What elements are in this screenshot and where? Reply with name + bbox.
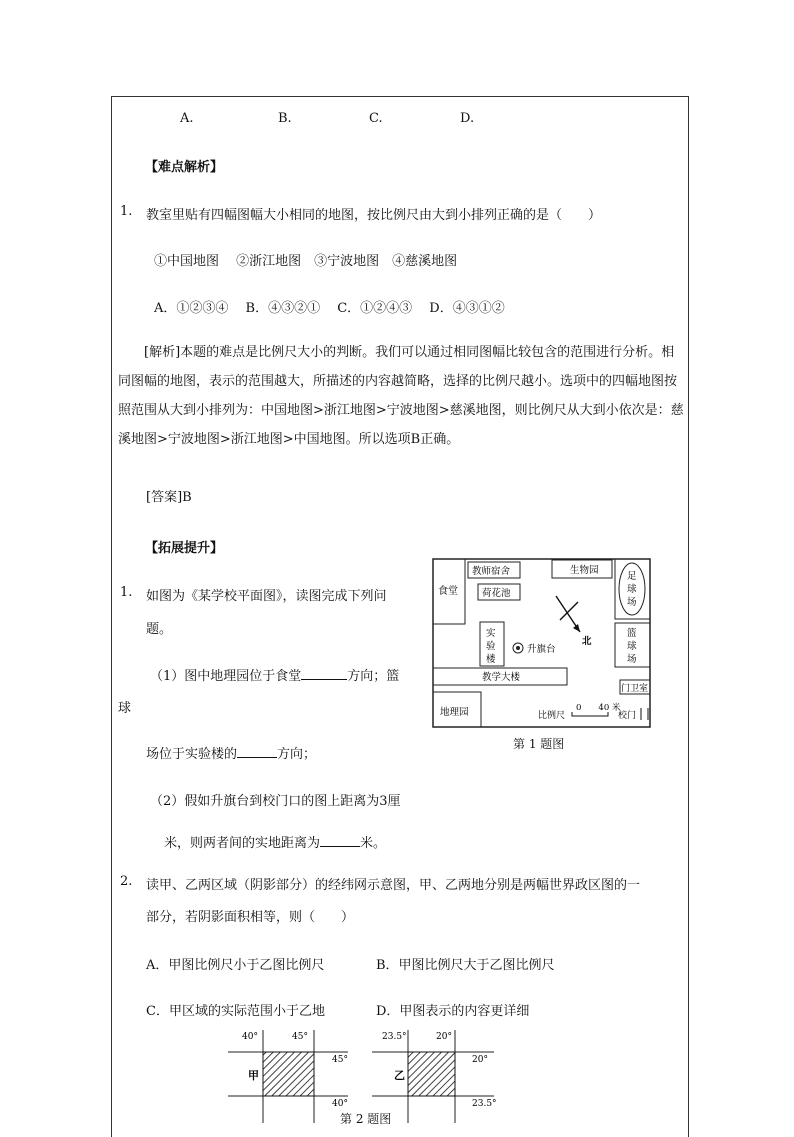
basketball-label-2: 球 bbox=[627, 641, 637, 652]
q1-stem: 教室里贴有四幅图幅大小相同的地图，按比例尺由大到小排列正确的是（ ） bbox=[146, 208, 602, 223]
ext-q1-part1-line2 bbox=[146, 743, 316, 762]
yi-top-left-label: 23.5° bbox=[382, 1032, 407, 1042]
lab-label-2: 验 bbox=[486, 641, 496, 652]
lotus-label: 荷花池 bbox=[482, 588, 511, 599]
yi-top-right-label: 20° bbox=[436, 1032, 452, 1042]
difficulty-heading: 【难点解析】 bbox=[145, 160, 224, 175]
guard-label: 门卫室 bbox=[621, 684, 649, 694]
bio-label: 生物园 bbox=[570, 565, 599, 576]
option-c: C. bbox=[369, 111, 383, 126]
analysis-text: [解析]本题的难点是比例尺大小的判断。我们可以通过相同图幅比较包含的范围进行分析。相同图幅的地图，表示的范围越大，所描述的内容越简略，选择的比例尺越小。选项中的四幅地图按照范围从大到小排列为：中国地图>浙江地图>宁波地图>慈溪地图，则比例尺从大到小依次是：慈溪地图>宁波地图>浙江地图>中国地图。所以选项B正确。 bbox=[118, 345, 684, 447]
answer-blank-1[interactable] bbox=[301, 679, 347, 680]
flag-label: 升旗台 bbox=[527, 644, 556, 655]
lab-label-1: 实 bbox=[486, 628, 496, 639]
ext-q1-p2-text-b: 米，则两者间的实地距离为 bbox=[164, 836, 321, 851]
lab-label-3: 楼 bbox=[486, 654, 496, 665]
ext-q1-part1-line1 bbox=[150, 665, 399, 684]
ext-q1-stem-line2: 题。 bbox=[146, 622, 173, 637]
scale-value: 0 40 米 bbox=[576, 703, 621, 713]
yi-shaded-area bbox=[408, 1052, 455, 1096]
ext-q1-number: 1. bbox=[120, 585, 133, 600]
yi-name-label: 乙 bbox=[394, 1069, 405, 1082]
football-label-1: 足 bbox=[627, 571, 637, 582]
ext-q2-choice-d: D．甲图表示的内容更详细 bbox=[376, 1004, 530, 1019]
football-label-2: 球 bbox=[627, 584, 637, 595]
jia-shaded-area bbox=[263, 1052, 314, 1096]
teaching-label: 教学大楼 bbox=[482, 672, 521, 683]
ext-q1-part2-line2 bbox=[164, 832, 386, 851]
ext-q1-p1-text-b: 方向；篮 bbox=[347, 669, 400, 684]
north-label: 北 bbox=[582, 636, 592, 647]
school-map bbox=[432, 558, 652, 730]
ext-q2-number: 2. bbox=[120, 874, 133, 889]
ext-q1-p2-text-c: 米。 bbox=[360, 836, 387, 851]
jia-top-left-label: 40° bbox=[242, 1032, 258, 1042]
option-a: A. bbox=[180, 111, 194, 126]
dorm-label: 教师宿舍 bbox=[472, 566, 511, 577]
yi-right-top-label: 20° bbox=[472, 1055, 488, 1065]
fig2-caption: 第 2 题图 bbox=[340, 1112, 392, 1126]
yi-right-bottom-label: 23.5° bbox=[472, 1099, 497, 1109]
scale-label: 比例尺 bbox=[538, 711, 566, 721]
extension-heading: 【拓展提升】 bbox=[145, 541, 224, 556]
flag-circle-inner bbox=[516, 646, 520, 650]
canteen-label: 食堂 bbox=[438, 586, 458, 597]
fig1-caption: 第 1 题图 bbox=[513, 737, 565, 751]
jia-top-right-label: 45° bbox=[292, 1032, 308, 1042]
ext-q2-stem-line1: 读甲、乙两区域（阴影部分）的经纬网示意图，甲、乙两地分别是两幅世界政区图的一 bbox=[146, 878, 641, 893]
answer-blank-3[interactable] bbox=[320, 846, 360, 847]
q1-items: ①中国地图 ②浙江地图 ③宁波地图 ④慈溪地图 bbox=[154, 254, 458, 269]
jia-name-label: 甲 bbox=[248, 1069, 259, 1082]
ext-q2-choice-c: C．甲区域的实际范围小于乙地 bbox=[146, 1004, 325, 1019]
gate-label: 校门 bbox=[618, 711, 637, 721]
basketball-label-1: 篮 bbox=[627, 628, 637, 639]
grid-map-yi bbox=[368, 1026, 518, 1123]
ext-q1-p1-text-e: 方向； bbox=[277, 747, 317, 762]
jia-right-top-label: 45° bbox=[332, 1055, 348, 1065]
ext-q1-p1-text-c: 球 bbox=[118, 701, 132, 716]
grid-map-jia bbox=[228, 1026, 368, 1123]
answer-text: [答案]B bbox=[146, 490, 192, 505]
option-d: D. bbox=[460, 111, 475, 126]
ext-q1-part2-line1: （2）假如升旗台到校门口的图上距离为3厘 bbox=[150, 794, 401, 809]
ext-q1-p1-text-a: （1）图中地理园位于食堂 bbox=[150, 669, 302, 684]
q1-choices: A．①②③④ B．④③②① C．①②④③ D．④③①② bbox=[154, 301, 505, 316]
ext-q2-choice-b: B．甲图比例尺大于乙图比例尺 bbox=[376, 958, 555, 973]
q1-number: 1. bbox=[120, 204, 133, 219]
geo-label: 地理园 bbox=[440, 707, 469, 718]
ext-q2-stem-line2: 部分，若阴影面积相等，则（ ） bbox=[146, 910, 355, 925]
basketball-label-3: 场 bbox=[627, 654, 637, 665]
ext-q1-p1-text-d: 场位于实验楼的 bbox=[146, 747, 238, 762]
jia-right-bottom-label: 40° bbox=[332, 1099, 348, 1109]
ext-q2-choice-a: A．甲图比例尺小于乙图比例尺 bbox=[146, 958, 325, 973]
ext-q1-stem-line1: 如图为《某学校平面图》，读图完成下列问 bbox=[146, 589, 387, 604]
answer-blank-2[interactable] bbox=[237, 757, 277, 758]
option-b: B. bbox=[278, 111, 292, 126]
football-label-3: 场 bbox=[627, 597, 637, 608]
map-outer-border bbox=[433, 559, 650, 727]
